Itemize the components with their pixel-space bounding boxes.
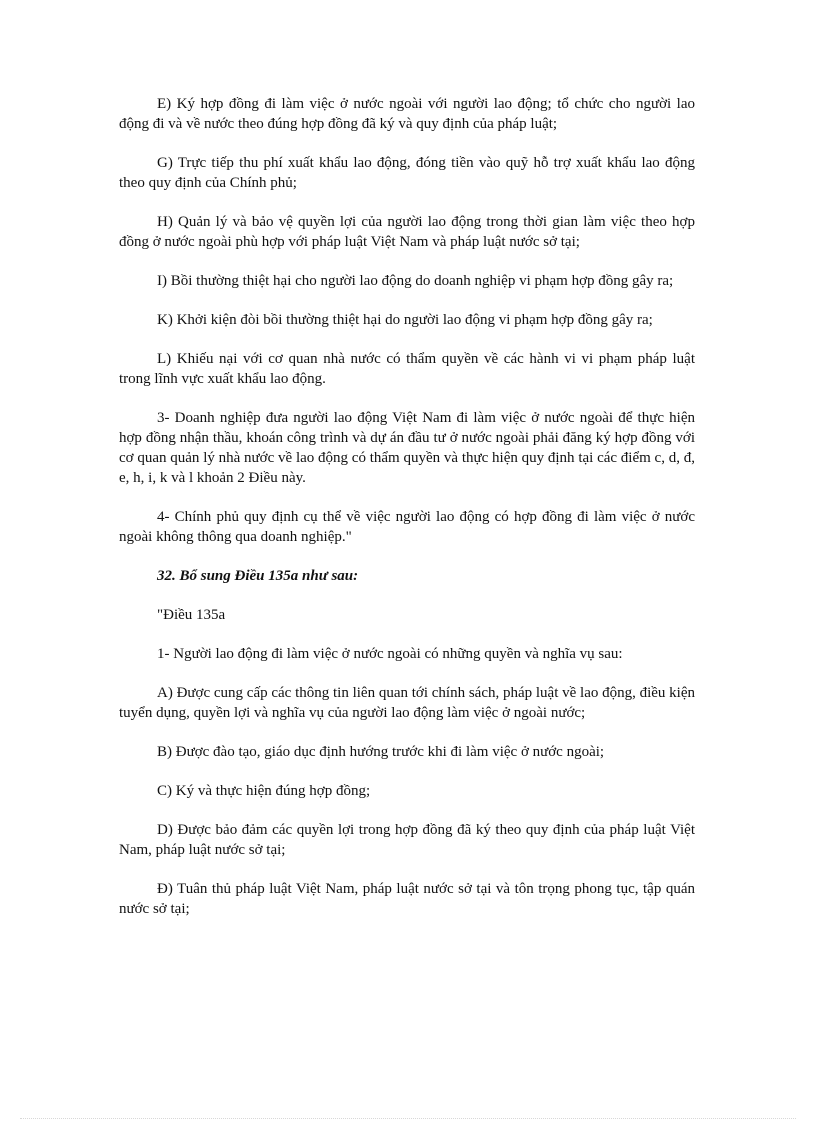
paragraph-i: I) Bồi thường thiệt hại cho người lao động do doanh nghiệp vi phạm hợp đồng gây ra; <box>157 273 674 289</box>
page-bottom-divider <box>20 1118 796 1119</box>
section-heading-32: 32. Bổ sung Điều 135a như sau: <box>157 568 359 584</box>
paragraph-l: L) Khiếu nại với cơ quan nhà nước có thẩm quyền về các hành vi vi phạm pháp luật trong lĩnh vực xuất khẩu lao động. <box>119 351 695 387</box>
paragraph-dd: Đ) Tuân thủ pháp luật Việt Nam, pháp luật nước sở tại và tôn trọng phong tục, tập quán nước sở tại; <box>119 881 695 917</box>
paragraph-k: K) Khởi kiện đòi bồi thường thiệt hại do người lao động vi phạm hợp đồng gây ra; <box>157 312 653 328</box>
paragraph-b: B) Được đào tạo, giáo dục định hướng trước khi đi làm việc ở nước ngoài; <box>157 744 605 760</box>
paragraph-clause-4: 4- Chính phủ quy định cụ thể về việc người lao động có hợp đồng đi làm việc ở nước ngoài không thông qua doanh nghiệp." <box>119 509 695 545</box>
paragraph-d: D) Được bảo đảm các quyền lợi trong hợp đồng đã ký theo quy định của pháp luật Việt Nam, pháp luật nước sở tại; <box>119 822 695 858</box>
paragraph-clause-1: 1- Người lao động đi làm việc ở nước ngoài có những quyền và nghĩa vụ sau: <box>157 646 623 662</box>
paragraph-c: C) Ký và thực hiện đúng hợp đồng; <box>157 783 371 799</box>
article-title-135a: "Điều 135a <box>157 607 226 623</box>
paragraph-g: G) Trực tiếp thu phí xuất khẩu lao động, đóng tiền vào quỹ hỗ trợ xuất khẩu lao động theo quy định của Chính phủ; <box>119 155 695 191</box>
paragraph-h: H) Quản lý và bảo vệ quyền lợi của người lao động trong thời gian làm việc theo hợp đồng ở nước ngoài phù hợp với pháp luật Việt Nam và pháp luật nước sở tại; <box>119 214 695 250</box>
paragraph-a: A) Được cung cấp các thông tin liên quan tới chính sách, pháp luật về lao động, điều kiện tuyển dụng, quyền lợi và nghĩa vụ của người lao động làm việc ở ngoài nước; <box>119 685 696 721</box>
document-page <box>119 94 695 938</box>
paragraph-e: E) Ký hợp đồng đi làm việc ở nước ngoài với người lao động; tổ chức cho người lao động đi và về nước theo đúng hợp đồng đã ký và quy định của pháp luật; <box>119 96 695 132</box>
paragraph-clause-3: 3- Doanh nghiệp đưa người lao động Việt Nam đi làm việc ở nước ngoài để thực hiện hợp đồng nhận thầu, khoán công trình và dự án đầu tư ở nước ngoài phải đăng ký hợp đồng với cơ quan quản lý nhà nước về lao động có thẩm quyền và thực hiện quy định tại các điểm c, d, đ, e, h, i, k và l khoản 2 Điều này. <box>119 410 695 486</box>
